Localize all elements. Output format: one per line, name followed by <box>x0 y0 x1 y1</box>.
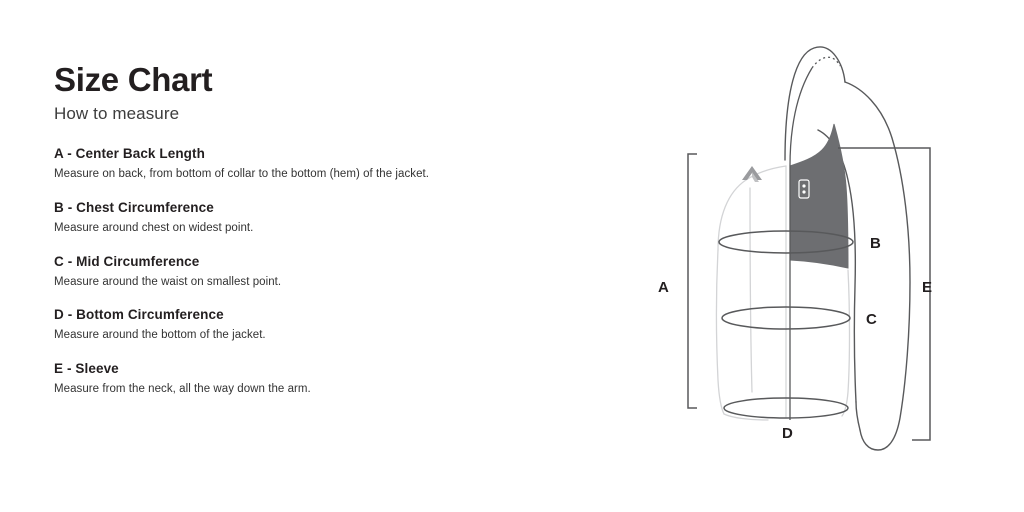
page-subtitle: How to measure <box>54 104 180 124</box>
measurement-item-e <box>54 361 454 398</box>
measure-bracket-a <box>688 154 697 408</box>
measurement-heading-d: D - Bottom Circumference <box>54 307 224 323</box>
measurement-heading-a: A - Center Back Length <box>54 146 205 162</box>
brand-logo-icon <box>742 166 762 182</box>
dimension-label-e: E <box>922 279 933 296</box>
measurement-item-c <box>54 254 454 291</box>
measurement-description-a: Measure on back, from bottom of collar to the bottom (hem) of the jacket. <box>54 168 430 181</box>
instructions-panel <box>54 62 454 415</box>
measurement-description-b: Measure around chest on widest point. <box>54 221 254 234</box>
dimension-label-b: B <box>870 235 881 252</box>
measurement-description-e: Measure from the neck, all the way down the arm. <box>54 382 311 395</box>
measurement-description-d: Measure around the bottom of the jacket. <box>54 329 266 342</box>
measurement-heading-e: E - Sleeve <box>54 360 119 376</box>
measurement-item-b <box>54 200 454 237</box>
dimension-label-c: C <box>866 311 877 328</box>
jacket-diagram <box>600 20 1020 500</box>
measurement-item-d <box>54 307 454 344</box>
dimension-label-a: A <box>658 279 669 296</box>
measurement-item-a <box>54 146 454 183</box>
measurement-heading-b: B - Chest Circumference <box>54 199 214 215</box>
page-title: Size Chart <box>54 61 213 98</box>
measurement-heading-c: C - Mid Circumference <box>54 253 200 269</box>
dimension-label-d: D <box>782 425 793 442</box>
measurement-description-c: Measure around the waist on smallest point. <box>54 275 282 288</box>
measure-bracket-e <box>838 148 933 440</box>
